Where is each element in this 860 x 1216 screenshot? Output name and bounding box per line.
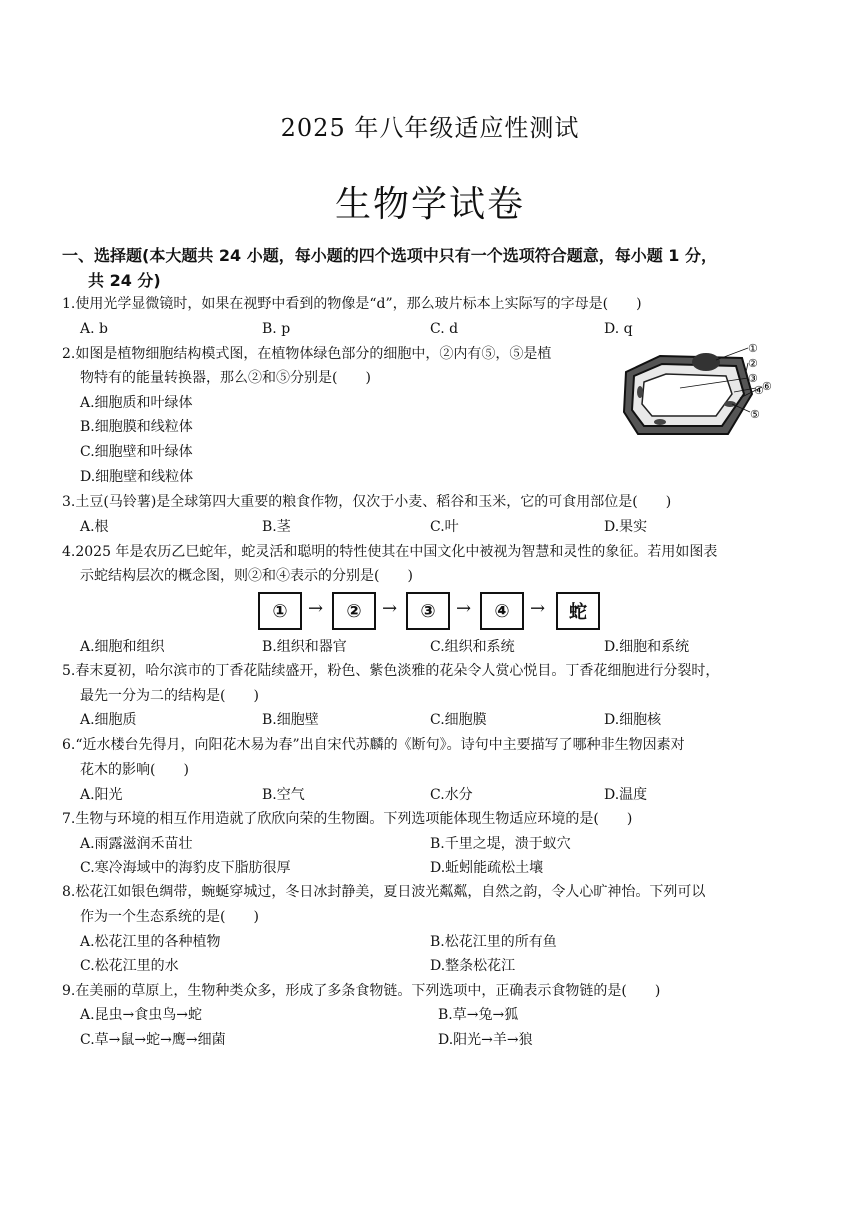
question-3-option-a: A.根 xyxy=(80,519,109,535)
chloroplast-1 xyxy=(724,401,736,407)
section-header-line-1: 一、选择题(本大题共 24 小题，每小题的四个选项中只有一个选项符合题意，每小题 1 分， xyxy=(62,246,717,265)
concept-arrow-4: → xyxy=(530,598,546,619)
concept-box-1: ① xyxy=(258,592,302,630)
question-6-stem-line-2: 花木的影响( ) xyxy=(80,762,189,778)
question-1-option-c: C. d xyxy=(430,321,459,337)
question-2-option-b: B.细胞膜和线粒体 xyxy=(80,419,193,435)
question-8-option-d: D.整条松花江 xyxy=(430,958,516,974)
question-8-stem-line-1: 8.松花江如银色绸带，蜿蜒穿城过，冬日冰封静美，夏日波光粼粼，自然之韵，令人心旷神怡。下列可以 xyxy=(62,884,706,900)
question-9-option-d: D.阳光→羊→狼 xyxy=(438,1032,533,1048)
question-5-stem-line-1: 5.春末夏初，哈尔滨市的丁香花陆续盛开，粉色、紫色淡雅的花朵令人赏心悦目。丁香花细胞进行分裂时， xyxy=(62,663,720,679)
question-3-option-d: D.果实 xyxy=(604,519,648,535)
figure-label-3: ③ xyxy=(748,372,758,385)
section-header-line-2: 共 24 分) xyxy=(88,271,161,290)
figure-label-1: ① xyxy=(748,342,758,355)
figure-label-6: ⑥ xyxy=(762,380,772,393)
question-6-stem-line-1: 6.“近水楼台先得月，向阳花木易为春”出自宋代苏麟的《断句》。诗句中主要描写了哪种非生物因素对 xyxy=(62,737,685,753)
concept-box-4: ④ xyxy=(480,592,524,630)
concept-box-2: ② xyxy=(332,592,376,630)
question-1-option-d: D. q xyxy=(604,321,633,337)
question-5-option-d: D.细胞核 xyxy=(604,712,662,728)
question-7-stem: 7.生物与环境的相互作用造就了欣欣向荣的生物圈。下列选项能体现生物适应环境的是( ) xyxy=(62,811,633,827)
question-2-stem-line-2: 物特有的能量转换器，那么②和⑤分别是( ) xyxy=(80,370,371,386)
plant-cell-diagram xyxy=(620,342,780,442)
question-3-option-b: B.茎 xyxy=(262,519,291,535)
question-4-stem-line-2: 示蛇结构层次的概念图，则②和④表示的分别是( ) xyxy=(80,568,413,584)
exam-title: 2025 年八年级适应性测试 xyxy=(280,114,580,142)
concept-box-3: ③ xyxy=(406,592,450,630)
question-1-stem: 1.使用光学显微镜时，如果在视野中看到的物像是“d”，那么玻片标本上实际写的字母是( ) xyxy=(62,296,642,312)
question-7-option-b: B.千里之堤，溃于蚁穴 xyxy=(430,836,571,852)
question-3-option-c: C.叶 xyxy=(430,519,459,535)
concept-arrow-1: → xyxy=(308,598,324,619)
question-6-option-b: B.空气 xyxy=(262,787,305,803)
subject-title: 生物学试卷 xyxy=(334,184,525,225)
question-3-stem: 3.土豆(马铃薯)是全球第四大重要的粮食作物，仅次于小麦、稻谷和玉米，它的可食用部位是( ) xyxy=(62,494,672,510)
question-9-option-a: A.昆虫→食虫鸟→蛇 xyxy=(80,1007,203,1023)
question-4-stem-line-1: 4.2025 年是农历乙巳蛇年，蛇灵活和聪明的特性使其在中国文化中被视为智慧和灵性的象征。若用如图表 xyxy=(62,544,718,560)
question-2-stem-line-1: 2.如图是植物细胞结构模式图，在植物体绿色部分的细胞中，②内有⑤，⑤是植 xyxy=(62,346,552,362)
question-1-option-b: B. p xyxy=(262,321,291,337)
chloroplast-2 xyxy=(654,419,666,425)
question-2-option-a: A.细胞质和叶绿体 xyxy=(80,395,193,411)
chloroplast-3 xyxy=(637,386,643,398)
figure-label-4: ④ xyxy=(754,384,764,397)
question-4-option-d: D.细胞和系统 xyxy=(604,639,690,655)
question-6-option-d: D.温度 xyxy=(604,787,648,803)
question-7-option-a: A.雨露滋润禾苗壮 xyxy=(80,836,193,852)
question-7-option-d: D.蚯蚓能疏松土壤 xyxy=(430,860,544,876)
concept-arrow-3: → xyxy=(456,598,472,619)
question-4-option-b: B.组织和器官 xyxy=(262,639,347,655)
question-8-option-c: C.松花江里的水 xyxy=(80,958,179,974)
question-1-option-a: A. b xyxy=(80,321,108,337)
question-2-option-d: D.细胞壁和线粒体 xyxy=(80,469,194,485)
question-6-option-c: C.水分 xyxy=(430,787,473,803)
question-6-option-a: A.阳光 xyxy=(80,787,123,803)
concept-arrow-2: → xyxy=(382,598,398,619)
question-9-option-b: B.草→兔→狐 xyxy=(438,1007,519,1023)
question-4-option-c: C.组织和系统 xyxy=(430,639,515,655)
question-5-option-a: A.细胞质 xyxy=(80,712,137,728)
question-4-option-a: A.细胞和组织 xyxy=(80,639,165,655)
question-5-option-b: B.细胞壁 xyxy=(262,712,319,728)
vacuole xyxy=(642,374,732,416)
question-8-option-a: A.松花江里的各种植物 xyxy=(80,934,221,950)
section-header xyxy=(62,243,802,293)
question-2-option-c: C.细胞壁和叶绿体 xyxy=(80,444,193,460)
nucleus xyxy=(692,353,720,371)
figure-label-5: ⑤ xyxy=(750,408,760,421)
concept-box-snake: 蛇 xyxy=(556,592,600,630)
question-5-option-c: C.细胞膜 xyxy=(430,712,487,728)
question-8-stem-line-2: 作为一个生态系统的是( ) xyxy=(80,909,259,925)
question-7-option-c: C.寒冷海域中的海豹皮下脂肪很厚 xyxy=(80,860,291,876)
question-9-option-c: C.草→鼠→蛇→鹰→细菌 xyxy=(80,1032,226,1048)
figure-label-2: ② xyxy=(748,357,758,370)
question-8-option-b: B.松花江里的所有鱼 xyxy=(430,934,557,950)
question-9-stem: 9.在美丽的草原上，生物种类众多，形成了多条食物链。下列选项中，正确表示食物链的是( ) xyxy=(62,983,661,999)
question-5-stem-line-2: 最先一分为二的结构是( ) xyxy=(80,688,259,704)
